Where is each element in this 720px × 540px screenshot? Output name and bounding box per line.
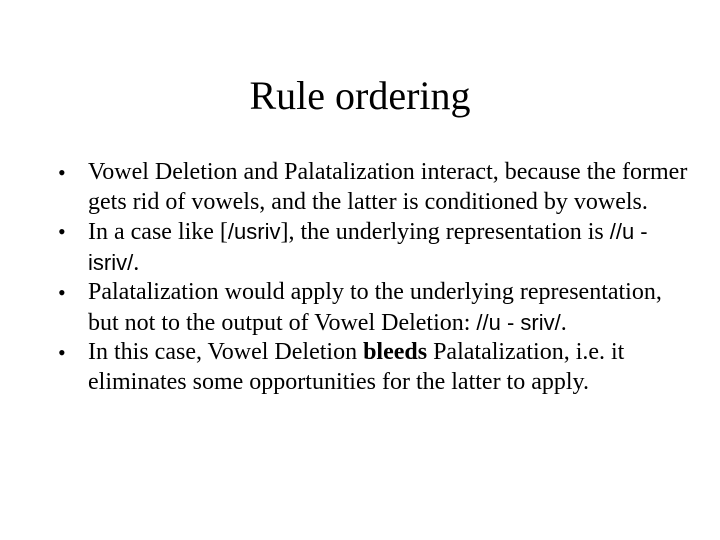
- bullet-text-pre: In this case, Vowel Deletion: [88, 339, 364, 365]
- bleeds-term: bleeds: [363, 339, 428, 365]
- bullet-icon: •: [58, 280, 66, 305]
- bullet-text-post: Palatalization, i.e. it eliminates some opportunities for the latter to apply.: [88, 339, 625, 395]
- bullet-item-bleeds: [58, 338, 688, 397]
- underlying-form: //u - isriv/: [88, 219, 648, 275]
- bullet-icon: •: [58, 340, 66, 365]
- vowel-deletion-output: //u - sriv/: [476, 309, 561, 335]
- bullet-text-post: .: [133, 249, 140, 276]
- bullet-text: Vowel Deletion and Palatalization interact, because the former gets rid of vowels, and the latter is conditioned by vowels.: [88, 159, 688, 215]
- surface-form: /usriv: [227, 219, 281, 244]
- bullet-icon: •: [58, 160, 66, 185]
- bullet-text-post: .: [560, 309, 567, 336]
- bullet-list: [58, 158, 688, 397]
- bullet-text-pre: In a case like [: [88, 219, 228, 245]
- bullet-text-pre: Palatalization would apply to the underlying representation, but not to the output of Vowel Deletion:: [88, 279, 662, 336]
- bullet-icon: •: [58, 219, 66, 244]
- slide-title: Rule ordering: [249, 73, 471, 118]
- bullet-item-vowel-deletion: [58, 158, 688, 217]
- bullet-item-palatalization: [58, 278, 688, 338]
- bullet-text-mid: ], the underlying representation is: [280, 219, 610, 245]
- bullet-item-case-example: [58, 217, 688, 278]
